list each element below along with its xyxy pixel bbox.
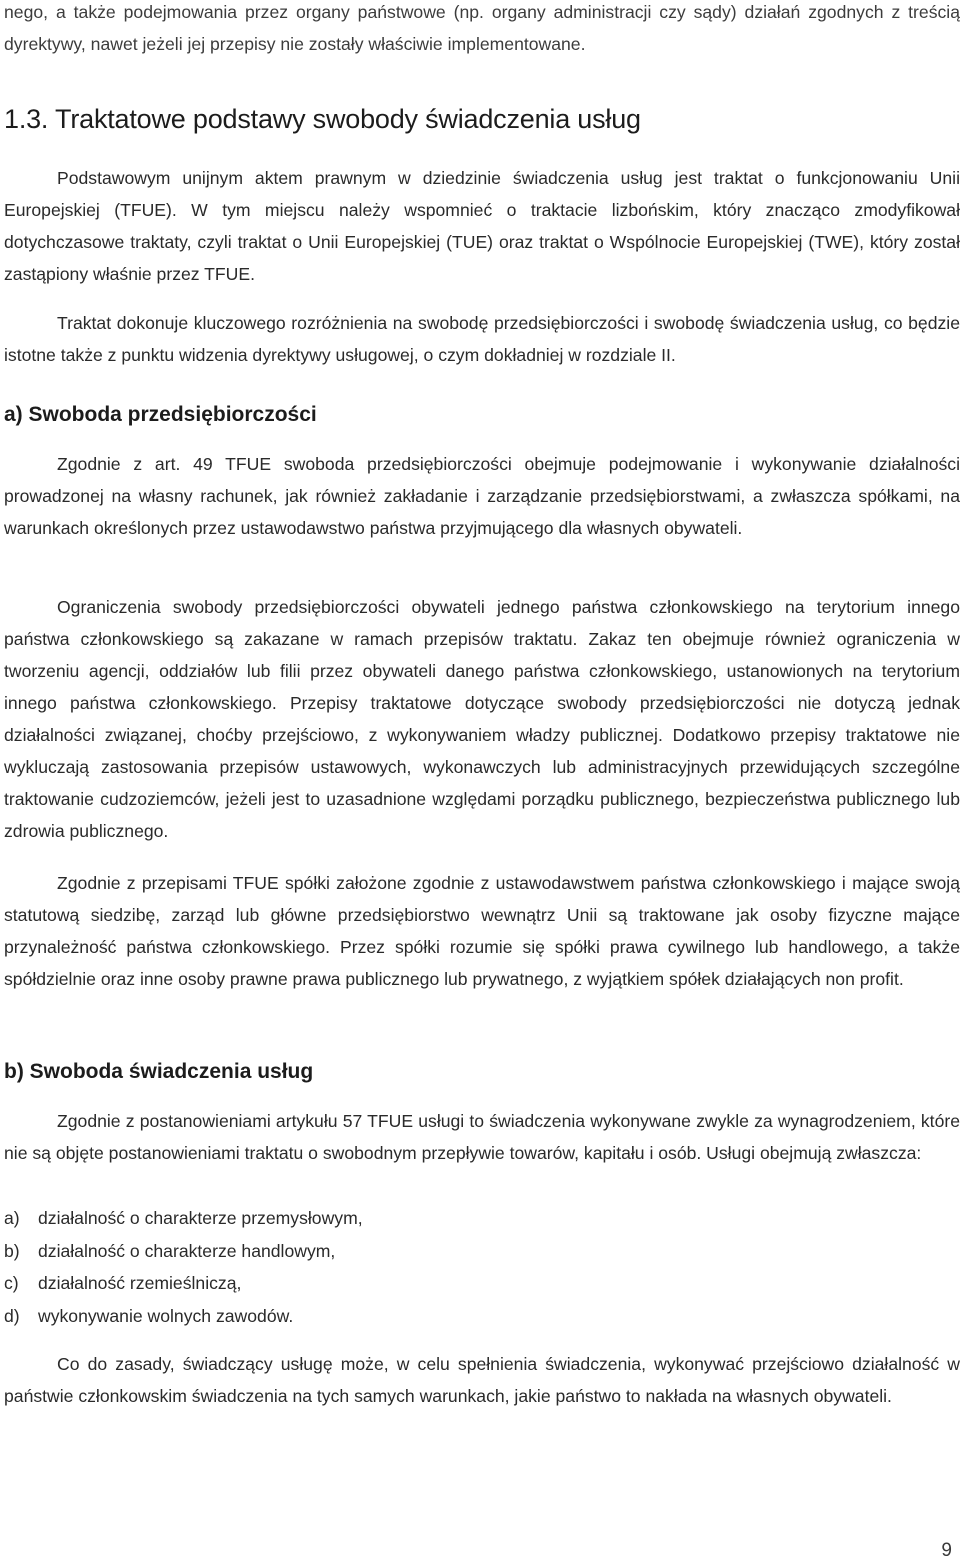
list-item bbox=[4, 1202, 363, 1235]
list-item bbox=[4, 1300, 363, 1333]
list-marker: b) bbox=[4, 1240, 20, 1261]
list-item bbox=[4, 1267, 363, 1300]
list-item-text: działalność rzemieślniczą, bbox=[38, 1273, 242, 1293]
list-marker: d) bbox=[4, 1305, 20, 1326]
page-number: 9 bbox=[941, 1540, 952, 1561]
list-item-text: działalność o charakterze przemysłowym, bbox=[38, 1208, 363, 1228]
subsection-a-paragraph-3: Zgodnie z przepisami TFUE spółki założone zgodnie z ustawodawstwem państwa członkowskiego i mające swoją statutową siedzibę, zarząd lub główne przedsiębiorstwo wewnątrz Unii są traktowane jak osoby fizyczne mające przynależność państwa członkowskiego. Przez spółki rozumie się spółki prawa cywilnego lub handlowego, a także spółdzielnie oraz inne osoby prawne prawa publicznego lub prywatnego, z wyjątkiem spółek działających non profit. bbox=[4, 873, 960, 989]
list-marker: a) bbox=[4, 1208, 20, 1228]
subsection-a-paragraph-1: Zgodnie z art. 49 TFUE swoboda przedsiębiorczości obejmuje podejmowanie i wykonywanie działalności prowadzonej na własny rachunek, jak również zakładanie i zarządzanie przedsiębiorstwami, a zwłaszcza spółkami, na warunkach określonych przez ustawodawstwo państwa przyjmującego dla własnych obywateli. bbox=[4, 454, 960, 538]
list-item bbox=[4, 1235, 363, 1268]
subsection-b-intro: Zgodnie z postanowieniami artykułu 57 TFUE usługi to świadczenia wykonywane zwykle za wynagrodzeniem, które nie są objęte postanowieniami traktatu o swobodnym przepływie towarów, kapitału i osób. Usługi obejmują zwłaszcza: bbox=[4, 1111, 960, 1163]
list-item-text: wykonywanie wolnych zawodów. bbox=[38, 1305, 294, 1326]
section-paragraph-2: Traktat dokonuje kluczowego rozróżnienia na swobodę przedsiębiorczości i swobodę świadczenia usług, co będzie istotne także z punktu widzenia dyrektywy usługowej, o czym dokładniej w rozdziale II. bbox=[4, 313, 960, 365]
subsection-b-heading: b) Swoboda świadczenia usług bbox=[4, 1060, 314, 1083]
subsection-a-paragraph-2: Ograniczenia swobody przedsiębiorczości obywateli jednego państwa członkowskiego na terytorium innego państwa członkowskiego są zakazane w ramach przepisów traktatu. Zakaz ten obejmuje również ograniczenia w tworzeniu agencji, oddziałów lub filii przez obywateli danego państwa członkowskiego, ustanowionych na terytorium innego państwa członkowskiego. Przepisy traktatowe dotyczące swobody przedsiębiorczości nie dotyczą jednak działalności związanej, choćby przejściowo, z wykonywaniem władzy publicznej. Dodatkowo przepisy traktatowe nie wykluczają zastosowania przepisów ustawowych, wykonawczych lub administracyjnych przewidujących szczególne traktowanie cudzoziemców, jeżeli jest to uzasadnione względami porządku publicznego, bezpieczeństwa publicznego lub zdrowia publicznego. bbox=[4, 597, 960, 841]
subsection-b-closing: Co do zasady, świadczący usługę może, w celu spełnienia świadczenia, wykonywać przejściowo działalność w państwie członkowskim świadczenia na tych samych warunkach, jakie państwo to nakłada na własnych obywateli. bbox=[4, 1354, 960, 1406]
intro-paragraph: nego, a także podejmowania przez organy państwowe (np. organy administracji czy sądy) działań zgodnych z treścią dyrektywy, nawet jeżeli jej przepisy nie zostały właściwie implementowane. bbox=[4, 2, 960, 54]
list-item-text: działalność o charakterze handlowym, bbox=[38, 1240, 336, 1261]
section-heading: 1.3. Traktatowe podstawy swobody świadczenia usług bbox=[4, 104, 641, 134]
subsection-a-heading: a) Swoboda przedsiębiorczości bbox=[4, 403, 317, 426]
services-list bbox=[4, 1202, 363, 1332]
list-marker: c) bbox=[4, 1273, 19, 1293]
section-paragraph-1: Podstawowym unijnym aktem prawnym w dziedzinie świadczenia usług jest traktat o funkcjonowaniu Unii Europejskiej (TFUE). W tym miejscu należy wspomnieć o traktacie lizbońskim, który znacząco zmodyfikował dotychczasowe traktaty, czyli traktat o Unii Europejskiej (TUE) oraz traktat o Wspólnocie Europejskiej (TWE), który został zastąpiony właśnie przez TFUE. bbox=[4, 168, 960, 284]
